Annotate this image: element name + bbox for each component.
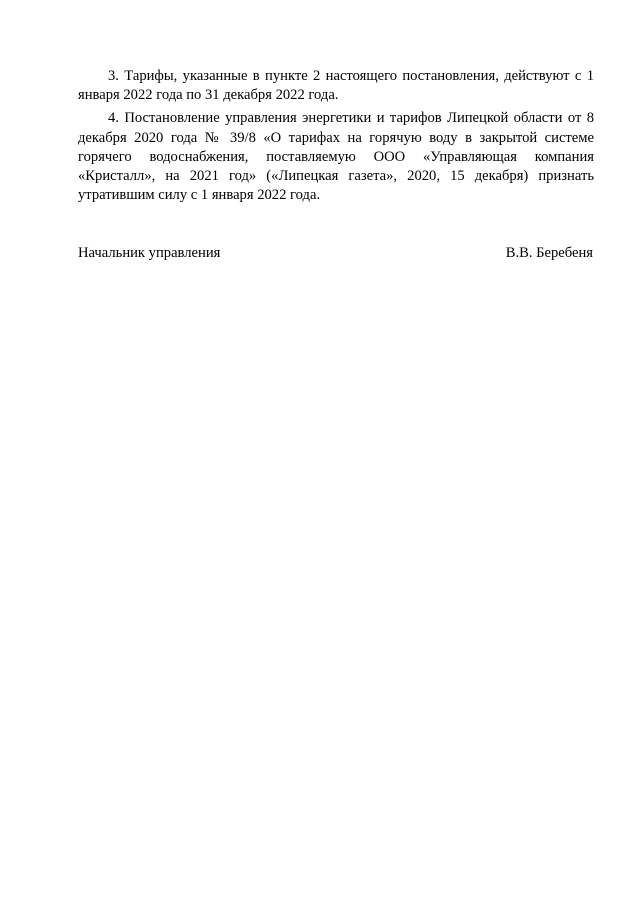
paragraph-3: 3. Тарифы, указанные в пункте 2 настоящего постановления, действуют с 1 января 2022 года по 31 декабря 2022 года.	[78, 68, 594, 104]
signatory-position: Начальник управления	[78, 245, 221, 261]
paragraph-4: 4. Постановление управления энергетики и тарифов Липецкой области от 8 декабря 2020 года № 39/8 «О тарифах на горячую воду в закрытой системе горячего водоснабжения, поставляемую ООО «Управляющая компания «Кристалл», на 2021 год» («Липецкая газета», 2020, 15 декабря) признать утратившим силу с 1 января 2022 года.	[78, 110, 594, 204]
signature-block	[78, 244, 593, 263]
signatory-name: В.В. Беребеня	[505, 245, 593, 261]
document-body	[78, 67, 594, 205]
